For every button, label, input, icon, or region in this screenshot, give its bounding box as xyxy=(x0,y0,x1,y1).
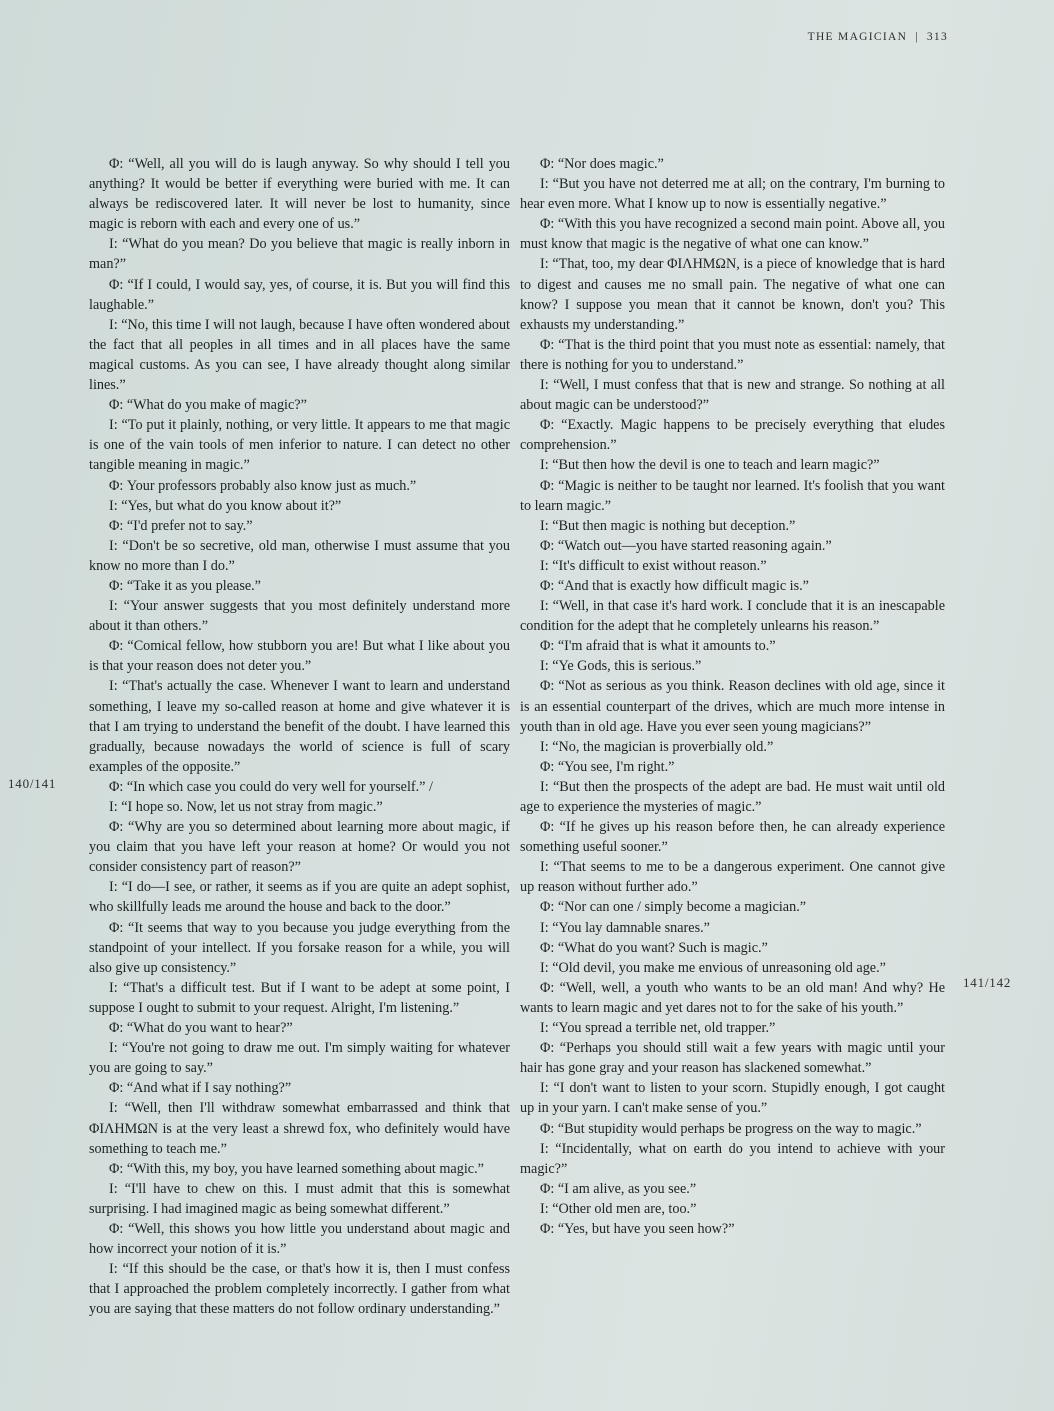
running-title: THE MAGICIAN xyxy=(807,31,908,43)
dialogue-paragraph: I: “But you have not deterred me at all; on the contrary, I'm burning to hear even more. What I know up to now is essentially negative.” xyxy=(520,176,945,213)
dialogue-paragraph: I: “You lay damnable snares.” xyxy=(540,919,710,936)
dialogue-paragraph: Φ: “I am alive, as you see.” xyxy=(540,1180,697,1197)
dialogue-paragraph: Φ: “With this you have recognized a second main point. Above all, you must know that magic is the negative of what one can know.” xyxy=(520,216,945,253)
dialogue-paragraph: Φ: “Comical fellow, how stubborn you are! But what I like about you is that your reason does not deter you.” xyxy=(89,638,510,675)
dialogue-paragraph: Φ: “If he gives up his reason before then, he can already experience something useful sooner.” xyxy=(520,819,945,856)
dialogue-paragraph: Φ: “If I could, I would say, yes, of course, it is. But you will find this laughable.” xyxy=(89,276,510,313)
dialogue-paragraph: Φ: “You see, I'm right.” xyxy=(540,758,675,775)
dialogue-paragraph: Φ: “With this, my boy, you have learned something about magic.” xyxy=(109,1160,484,1177)
dialogue-paragraph: Φ: “And what if I say nothing?” xyxy=(109,1080,292,1097)
dialogue-paragraph: I: “That's a difficult test. But if I want to be adept at some point, I suppose I ought to submit to your request. Alright, I'm listening.” xyxy=(89,979,510,1016)
dialogue-paragraph: Φ: “I'm afraid that is what it amounts to.” xyxy=(540,638,776,655)
dialogue-paragraph: I: “But then how the devil is one to teach and learn magic?” xyxy=(540,457,880,474)
dialogue-paragraph: I: “That seems to me to be a dangerous experiment. One cannot give up reason without further ado.” xyxy=(520,859,945,896)
dialogue-paragraph: I: “Don't be so secretive, old man, otherwise I must assume that you know no more than I do.” xyxy=(89,537,510,574)
dialogue-paragraph: I: “Your answer suggests that you most definitely understand more about it than others.” xyxy=(89,598,510,635)
dialogue-paragraph: I: “But then the prospects of the adept are bad. He must wait until old age to experience the mysteries of magic.” xyxy=(520,778,945,815)
dialogue-paragraph: I: “If this should be the case, or that's how it is, then I must confess that I approached the problem completely incorrectly. I gather from what you are saying that these matters do not follow ordinary understanding.” xyxy=(89,1261,510,1318)
dialogue-paragraph: Φ: “Perhaps you should still wait a few years with magic until your hair has gone gray and your reason has slackened somewhat.” xyxy=(520,1040,945,1077)
dialogue-paragraph: Φ: “Well, all you will do is laugh anyway. So why should I tell you anything? It would be better if everything were buried with me. It can always be rediscovered later. It will never be lost to humanity, since magic is reborn with each and every one of us.” xyxy=(89,156,510,233)
dialogue-paragraph: I: “But then magic is nothing but deception.” xyxy=(540,517,796,534)
dialogue-paragraph: Φ: “Why are you so determined about learning more about magic, if you claim that you have left your reason at home? Or would you not consider consistency part of reason?” xyxy=(89,819,510,876)
header-separator: | xyxy=(915,31,919,43)
dialogue-paragraph: Φ: “Exactly. Magic happens to be precisely everything that eludes comprehension.” xyxy=(520,417,945,454)
dialogue-paragraph: I: “It's difficult to exist without reason.” xyxy=(540,557,767,574)
dialogue-paragraph: I: “No, the magician is proverbially old.” xyxy=(540,738,774,755)
dialogue-paragraph: I: “What do you mean? Do you believe that magic is really inborn in man?” xyxy=(89,236,510,273)
dialogue-paragraph: I: “Ye Gods, this is serious.” xyxy=(540,658,702,675)
dialogue-paragraph: I: “Old devil, you make me envious of unreasoning old age.” xyxy=(540,959,886,976)
left-text-column xyxy=(89,154,510,1319)
dialogue-paragraph: I: “That, too, my dear ΦΙΛΗΜΩΝ, is a piece of knowledge that is hard to digest and causes me no small pain. The negative of what one can know? I suppose you mean that it cannot be known, don't you? This exhausts my understanding.” xyxy=(520,256,945,333)
running-header xyxy=(808,31,948,43)
dialogue-paragraph: Φ: “Not as serious as you think. Reason declines with old age, since it is an essential counterpart of the drives, which are much more intense in youth than in old age. Have you ever seen young magicians?” xyxy=(520,678,945,735)
dialogue-paragraph: I: “Yes, but what do you know about it?” xyxy=(109,497,342,514)
dialogue-paragraph: Φ: “Well, well, a youth who wants to be an old man! And why? He wants to learn magic and yet dares not to for the sake of his youth.” xyxy=(520,979,945,1016)
marginal-page-reference-left: 140/141 xyxy=(8,776,57,791)
dialogue-paragraph: I: “You spread a terrible net, old trapper.” xyxy=(540,1020,776,1037)
dialogue-paragraph: Φ: “Take it as you please.” xyxy=(109,577,261,594)
dialogue-paragraph: Φ: “And that is exactly how difficult magic is.” xyxy=(540,577,809,594)
dialogue-paragraph: I: “Incidentally, what on earth do you intend to achieve with your magic?” xyxy=(520,1140,945,1177)
dialogue-paragraph: I: “Other old men are, too.” xyxy=(540,1200,697,1217)
dialogue-paragraph: Φ: “It seems that way to you because you judge everything from the standpoint of your intellect. If you forsake reason for a while, you will also give up consistency.” xyxy=(89,919,510,976)
dialogue-paragraph: Φ: “What do you want to hear?” xyxy=(109,1020,293,1037)
right-text-column xyxy=(520,154,945,1239)
dialogue-paragraph: Φ: “But stupidity would perhaps be progress on the way to magic.” xyxy=(540,1120,922,1137)
dialogue-paragraph: I: “Well, in that case it's hard work. I conclude that it is an inescapable condition for the adept that he completely unlearns his reason.” xyxy=(520,598,945,635)
dialogue-paragraph: I: “To put it plainly, nothing, or very little. It appears to me that magic is one of the vain tools of men inferior to nature. I can detect no other tangible meaning in magic.” xyxy=(89,417,510,474)
dialogue-paragraph: Φ: “Magic is neither to be taught nor learned. It's foolish that you want to learn magic.” xyxy=(520,477,945,514)
dialogue-paragraph: I: “No, this time I will not laugh, because I have often wondered about the fact that all peoples in all times and in all places have the same magical customs. As you can see, I have already thought along similar lines.” xyxy=(89,316,510,394)
dialogue-paragraph: I: “I don't want to listen to your scorn. Stupidly enough, I got caught up in your yarn. I can't make sense of you.” xyxy=(520,1080,945,1117)
dialogue-paragraph: Φ: “Well, this shows you how little you understand about magic and how incorrect your notion of it is.” xyxy=(89,1220,510,1258)
marginal-page-reference-right: 141/142 xyxy=(963,975,1012,990)
page-number: 313 xyxy=(926,31,948,43)
dialogue-paragraph: Φ: “Watch out—you have started reasoning again.” xyxy=(540,537,832,554)
dialogue-paragraph: I: “I hope so. Now, let us not stray from magic.” xyxy=(109,799,383,815)
dialogue-paragraph: Φ: “Nor does magic.” xyxy=(540,156,664,172)
dialogue-paragraph: I: “I do—I see, or rather, it seems as if you are quite an adept sophist, who skillfully leads me around the house and back to the door.” xyxy=(89,879,510,916)
dialogue-paragraph: Φ: “I'd prefer not to say.” xyxy=(109,517,253,534)
dialogue-paragraph: Φ: Your professors probably also know just as much.” xyxy=(109,477,417,494)
dialogue-paragraph: Φ: “Nor can one / simply become a magician.” xyxy=(540,899,807,916)
dialogue-paragraph: Φ: “Yes, but have you seen how?” xyxy=(540,1220,735,1237)
dialogue-paragraph: I: “Well, I must confess that that is new and strange. So nothing at all about magic can be understood?” xyxy=(520,377,945,414)
dialogue-paragraph: I: “I'll have to chew on this. I must admit that this is somewhat surprising. I had imagined magic as being somewhat different.” xyxy=(89,1180,510,1217)
dialogue-paragraph: I: “Well, then I'll withdraw somewhat embarrassed and think that ΦΙΛΗΜΩΝ is at the very least a shrewd fox, who definitely would have something to teach me.” xyxy=(89,1100,510,1157)
dialogue-paragraph: Φ: “That is the third point that you must note as essential: namely, that there is nothing for you to understand.” xyxy=(520,336,945,373)
dialogue-paragraph: Φ: “What do you want? Such is magic.” xyxy=(540,939,768,956)
dialogue-paragraph: I: “That's actually the case. Whenever I want to learn and understand something, I leave my so-called reason at home and give whatever it is that I am trying to understand the benefit of the doubt. I have learned this gradually, because nowadays the world of science is full of scary examples of the opposite.” xyxy=(89,678,510,775)
dialogue-paragraph: Φ: “In which case you could do very well for yourself.” / xyxy=(109,778,433,795)
dialogue-paragraph: I: “You're not going to draw me out. I'm simply waiting for whatever you are going to say.” xyxy=(89,1040,510,1077)
dialogue-paragraph: Φ: “What do you make of magic?” xyxy=(109,397,307,414)
